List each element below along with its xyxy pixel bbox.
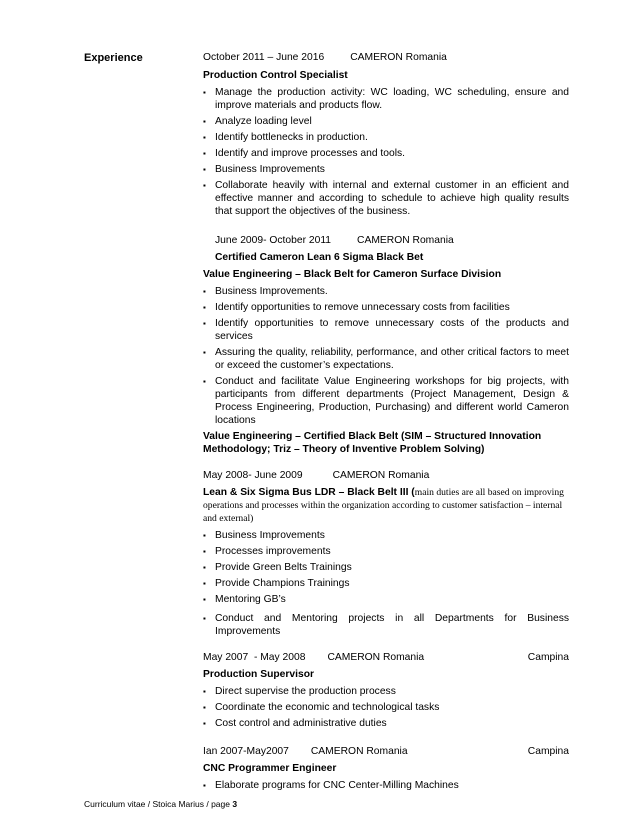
- job-dates: October 2011 – June 2016: [203, 52, 325, 63]
- bullet-icon: ▪: [203, 579, 206, 588]
- bullet-icon: ▪: [203, 165, 206, 174]
- job-duties-list: [203, 285, 569, 427]
- list-item: ▪ Analyze loading level: [203, 116, 312, 127]
- bullet-icon: ▪: [203, 319, 206, 328]
- experience-content: [203, 51, 569, 795]
- list-item: ▪ Identify bottlenecks in production.: [203, 132, 368, 143]
- list-item: ▪ Collaborate heavily with internal and external customer in an efficient and effective manner and according to schedule to achieve high quality results that support the objectives of the business.: [203, 180, 569, 217]
- list-item: ▪ Coordinate the economic and technological tasks: [203, 702, 440, 713]
- list-item: ▪ Conduct and Mentoring projects in all Departments for Business Improvements: [203, 613, 569, 637]
- job-duties-list: [203, 779, 569, 792]
- job-location: Campina: [527, 746, 569, 757]
- list-item: ▪ Cost control and administrative duties: [203, 718, 387, 729]
- bullet-icon: ▪: [203, 703, 206, 712]
- job-role: Value Engineering – Black Belt for Cameron Surface Division: [203, 269, 502, 280]
- list-item: ▪ Business Improvements: [203, 164, 325, 175]
- job-dates: May 2008- June 2009: [203, 470, 303, 481]
- job-header: [203, 51, 569, 64]
- bullet-icon: ▪: [203, 547, 206, 556]
- bullet-icon: ▪: [203, 614, 206, 623]
- job-duties-list: [203, 685, 569, 730]
- job-duties-list: [203, 529, 569, 638]
- job-company: CAMERON Romania: [350, 52, 447, 63]
- list-item: ▪ Provide Green Belts Trainings: [203, 562, 352, 573]
- job-header: [203, 234, 569, 247]
- list-item: ▪ Processes improvements: [203, 546, 331, 557]
- footer-text: Curriculum vitae / Stoica Marius / page: [84, 799, 233, 809]
- bullet-icon: ▪: [203, 531, 206, 540]
- job-dates: June 2009- October 2011: [215, 235, 332, 246]
- list-item: ▪ Manage the production activity: WC loading, WC scheduling, ensure and improve materials and products flow.: [203, 87, 569, 111]
- bullet-icon: ▪: [203, 348, 206, 357]
- section-heading-experience: Experience: [84, 52, 143, 64]
- job-role: Production Control Specialist: [203, 70, 348, 81]
- job-role: CNC Programmer Engineer: [203, 763, 337, 774]
- bullet-icon: ▪: [203, 719, 206, 728]
- list-item: ▪ Elaborate programs for CNC Center-Milling Machines: [203, 780, 459, 791]
- page-number: 3: [232, 799, 238, 809]
- bullet-icon: ▪: [203, 287, 206, 296]
- job-header: [203, 651, 569, 664]
- bullet-icon: ▪: [203, 595, 206, 604]
- bullet-icon: ▪: [203, 181, 206, 190]
- job-company: CAMERON Romania: [327, 652, 425, 663]
- list-item: ▪ Identify opportunities to remove unnecessary costs of the products and services: [203, 318, 569, 342]
- job-company: CAMERON Romania: [332, 470, 430, 481]
- list-item: ▪ Business Improvements: [203, 530, 325, 541]
- list-item: ▪ Identify and improve processes and tools.: [203, 148, 406, 159]
- job-duties-list: [203, 86, 569, 218]
- job-header: [203, 745, 569, 758]
- bullet-icon: ▪: [203, 781, 206, 790]
- list-item: ▪ Direct supervise the production process: [203, 686, 396, 697]
- job-dates: Ian 2007-May2007: [203, 746, 289, 757]
- list-item: ▪ Mentoring GB’s: [203, 594, 286, 605]
- list-item: ▪ Business Improvements.: [203, 286, 328, 297]
- bullet-icon: ▪: [203, 563, 206, 572]
- bullet-icon: ▪: [203, 687, 206, 696]
- job-role: Production Supervisor: [203, 669, 314, 680]
- job-location: Campina: [527, 652, 569, 663]
- list-item: ▪ Conduct and facilitate Value Engineering workshops for big projects, with participants from different departments (Project Management, Design & Process Engineering, Production, Purchasing) and different world Cameron locations: [203, 376, 569, 426]
- job-role-block: Lean & Six Sigma Bus LDR – Black Belt III (main duties are all based on improving operations and processes within the organization according to customer satisfaction – internal and external): [203, 487, 564, 524]
- bullet-icon: ▪: [203, 149, 206, 158]
- list-item: ▪ Provide Champions Trainings: [203, 578, 350, 589]
- page-footer: [84, 799, 237, 809]
- job-header: [203, 469, 569, 482]
- bullet-icon: ▪: [203, 303, 206, 312]
- bullet-icon: ▪: [203, 88, 206, 97]
- bullet-icon: ▪: [203, 117, 206, 126]
- job-dates: May 2007 - May 2008: [203, 652, 306, 663]
- list-item: ▪ Assuring the quality, reliability, performance, and other critical factors to meet or exceed the customer’s expectations.: [203, 347, 569, 371]
- bullet-icon: ▪: [203, 133, 206, 142]
- job-certification: Certified Cameron Lean 6 Sigma Black Bet: [215, 252, 424, 263]
- job-role-note: main duties are all based on improving operations and processes within the organization according to customer satisfaction – internal and external): [203, 487, 564, 524]
- job-role-secondary: Value Engineering – Certified Black Belt (SIM – Structured Innovation Methodology; Triz – Theory of Inventive Problem Solving): [203, 431, 542, 455]
- job-company: CAMERON Romania: [310, 746, 408, 757]
- bullet-icon: ▪: [203, 377, 206, 386]
- job-company: CAMERON Romania: [357, 235, 454, 246]
- list-item: ▪ Identify opportunities to remove unnecessary costs from facilities: [203, 302, 510, 313]
- job-role: Lean & Six Sigma Bus LDR – Black Belt III: [203, 487, 409, 498]
